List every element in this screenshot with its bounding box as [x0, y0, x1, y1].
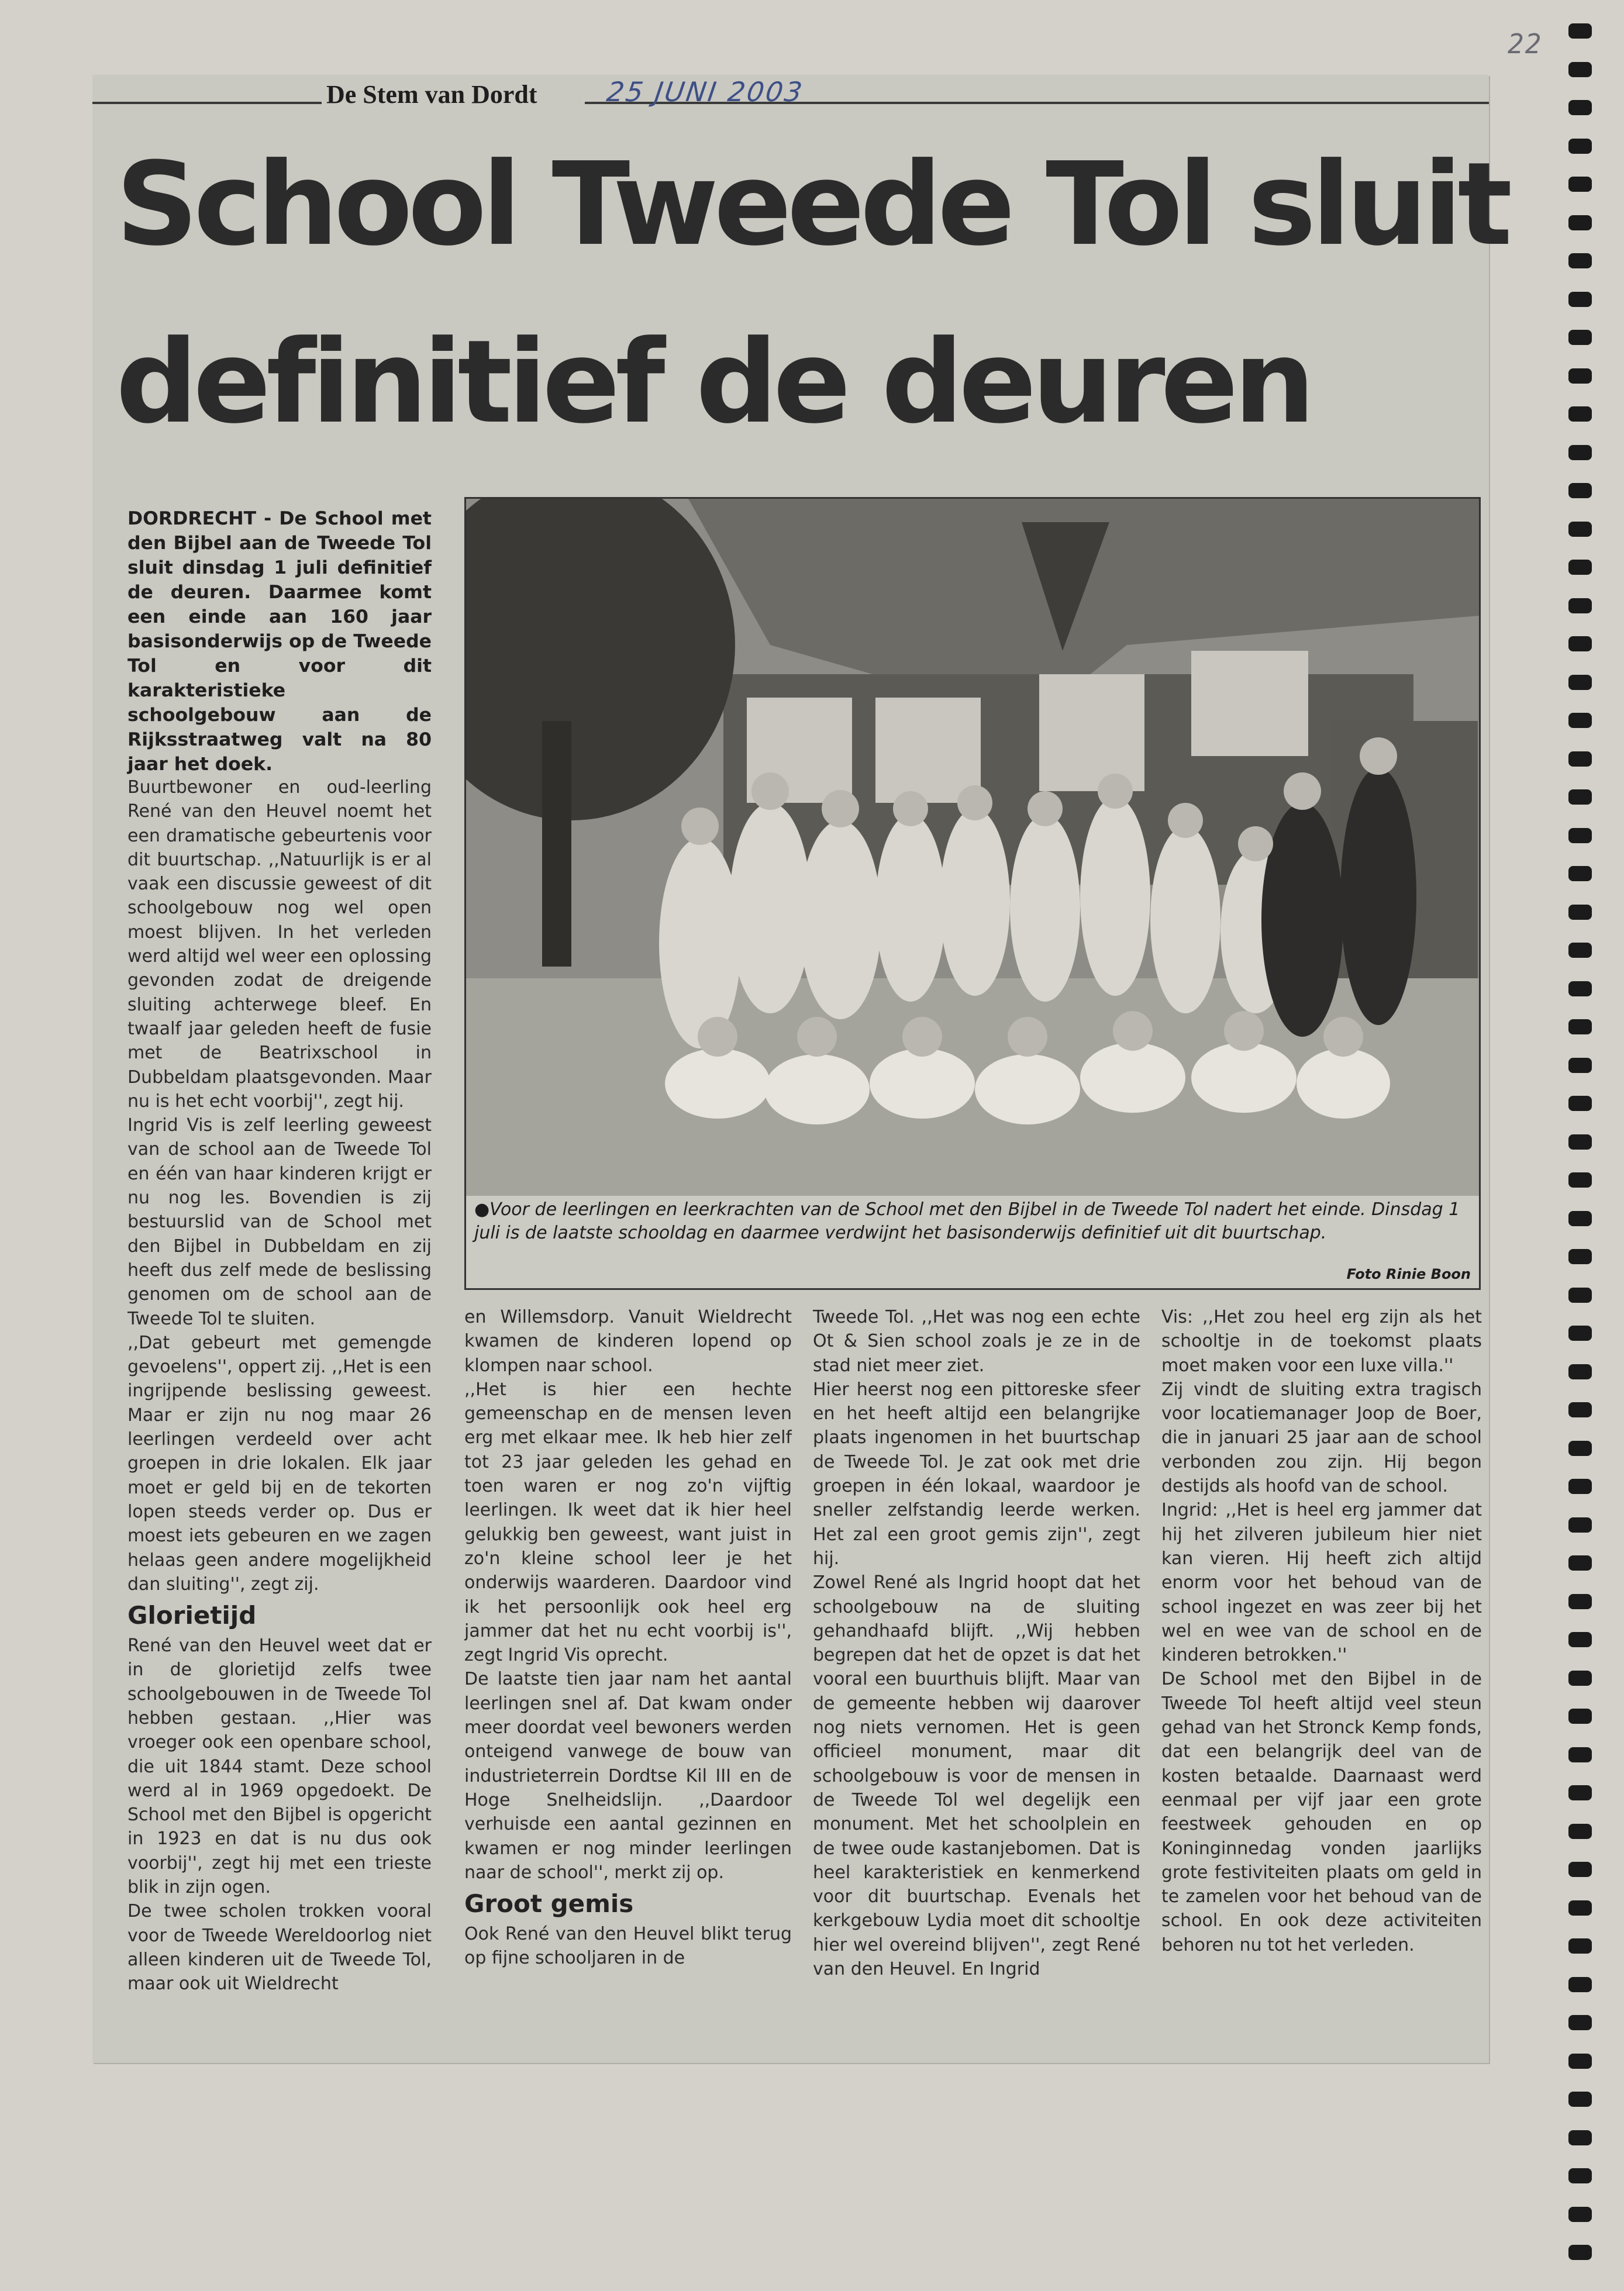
binding-hole — [1568, 1134, 1592, 1150]
masthead-rule-left — [92, 102, 322, 104]
binding-hole — [1568, 2130, 1592, 2145]
binding-hole — [1568, 100, 1592, 115]
paragraph: De twee scholen trokken vooral voor de Tweede Wereldoorlog niet alleen kinderen uit de Tweede Tol, maar ook uit Wieldrecht — [127, 1901, 432, 1995]
binding-hole — [1568, 2245, 1592, 2260]
binding-hole — [1568, 1441, 1592, 1456]
binding-hole — [1568, 1824, 1592, 1839]
article-column-2 — [464, 1305, 792, 2030]
article-column-1 — [127, 775, 432, 2027]
binding-hole — [1568, 981, 1592, 996]
paragraph: De School met den Bijbel in de Tweede Tol heeft altijd veel steun gehad van het Stronck Kemp fonds, dat een belangrijk deel van de kosten betaalde. Daarnaast werd eenmaal per vijf jaar een grote feestweek gehouden en op Koninginnedag vonden jaarlijks grote festiviteiten plaats om geld in te zamelen voor het behoud van de school. En ook deze activiteiten behoren nu tot het verleden. — [1161, 1669, 1482, 1955]
binding-hole — [1568, 828, 1592, 843]
subheading-glorietijd: Glorietijd — [127, 1601, 257, 1630]
paragraph: ,,Dat gebeurt met gemengde gevoelens'', oppert zij. ,,Het is een ingrijpende beslissing geweest. Maar er zijn nu nog maar 26 leerlingen verdeeld over acht groepen in drie lokalen. Elk jaar moet er geld bij en de tekorten lopen steeds verder op. Dus er moest iets gebeuren en we zagen helaas geen andere mogelijkheid dan sluiting'', zegt zij. — [127, 1332, 432, 1595]
article-column-3 — [813, 1305, 1140, 2030]
headline-line-1: School Tweede Tol sluit — [116, 138, 1508, 271]
photo-caption: ●Voor de leerlingen en leerkrachten van de School met den Bijbel in de Tweede Tol nadert het einde. Dinsdag 1 juli is de laatste schooldag en daarmee verdwijnt het basisonderwijs definitief uit dit buurtschap. — [474, 1199, 1460, 1243]
article-column-4 — [1161, 1305, 1482, 2030]
paragraph: Ingrid: ,,Het is heel erg jammer dat hij het zilveren jubileum hier niet kan vieren. Hij heeft zich altijd enorm voor het behoud van de school ingezet en was zeer bij het wel en wee van de school en de kinderen betrokken.'' — [1161, 1500, 1482, 1666]
binding-hole — [1568, 177, 1592, 192]
binding-hole — [1568, 1517, 1592, 1533]
binding-hole — [1568, 1172, 1592, 1188]
binding-hole — [1568, 943, 1592, 958]
binding-hole — [1568, 866, 1592, 881]
paragraph: Ook René van den Heuvel blikt terug op fijne schooljaren in de — [464, 1924, 792, 1969]
binding-hole — [1568, 1211, 1592, 1226]
paragraph: Zij vindt de sluiting extra tragisch voor locatiemanager Joop de Boer, die in januari 25 jaar aan de school verbonden zou zijn. Hij begon destijds als hoofd van de school. — [1161, 1379, 1482, 1497]
article-photo — [464, 497, 1481, 1290]
binding-hole — [1568, 406, 1592, 422]
binding-holes — [1568, 23, 1594, 2269]
paragraph: Tweede Tol. ,,Het was nog een echte Ot & Sien school zoals je ze in de stad niet meer ziet. — [813, 1307, 1140, 1376]
binding-hole — [1568, 483, 1592, 498]
binding-hole — [1568, 1555, 1592, 1571]
binding-hole — [1568, 1747, 1592, 1762]
binding-hole — [1568, 330, 1592, 345]
article-intro: DORDRECHT - De School met den Bijbel aan de Tweede Tol sluit dinsdag 1 juli definitief de deuren. Daarmee komt een einde aan 160 jaar basisonderwijs op de Tweede Tol en voor dit karakteristieke schoolgebouw aan de Rijksstraatweg valt na 80 jaar het doek. — [127, 508, 432, 775]
binding-hole — [1568, 1709, 1592, 1724]
binding-hole — [1568, 1632, 1592, 1647]
newspaper-clipping — [92, 75, 1508, 2063]
binding-hole — [1568, 789, 1592, 805]
binding-hole — [1568, 292, 1592, 307]
binding-hole — [1568, 1479, 1592, 1494]
paragraph: René van den Heuvel weet dat er in de glorietijd zelfs twee schoolgebouwen in de Tweede Tol hebben gestaan. ,,Hier was vroeger ook een openbare school, die uit 1844 stamt. Deze school werd al in 1969 opgedoekt. De School met den Bijbel is opgericht in 1923 en dat is nu dus ook voorbij'', zegt hij met een trieste blik in zijn ogen. — [127, 1636, 432, 1898]
binding-hole — [1568, 445, 1592, 460]
binding-hole — [1568, 598, 1592, 613]
binding-hole — [1568, 1862, 1592, 1877]
binding-hole — [1568, 2168, 1592, 2183]
paragraph: en Willemsdorp. Vanuit Wieldrecht kwamen de kinderen lopend op klompen naar school. — [464, 1307, 792, 1376]
newspaper-name: De Stem van Dordt — [326, 80, 537, 109]
binding-hole — [1568, 2015, 1592, 2030]
binding-hole — [1568, 1977, 1592, 1992]
paragraph: Zowel René als Ingrid hoopt dat het schoolgebouw na de sluiting gehandhaafd blijft. ,,Wij hebben begrepen dat het de opzet is dat het vooral een buurthuis blijft. Maar van de gemeente hebben wij daarover nog niets vernomen. Het is geen officieel monument, maar dit schoolgebouw is voor de mensen in de Tweede Tol wel degelijk een monument. Met het schoolplein en de twee oude kastanjebomen. Dat is heel karakteristiek en kenmerkend voor dit buurtschap. Evenals het kerkgebouw Lydia moet dit schooltje hier wel overeind blijven'', zegt René van den Heuvel. En Ingrid — [813, 1572, 1140, 1980]
binding-hole — [1568, 62, 1592, 77]
binding-hole — [1568, 1058, 1592, 1073]
photo-credit: Foto Rinie Boon — [1346, 1266, 1471, 1282]
binding-hole — [1568, 905, 1592, 920]
paragraph: Ingrid Vis is zelf leerling geweest van de school aan de Tweede Tol en één van haar kinderen krijgt er nu nog les. Bovendien is zij bestuurslid van de School met den Bijbel in Dubbeldam en zij heeft dus zelf mede de beslissing genomen om de school aan de Tweede Tol te sluiten. — [127, 1115, 432, 1329]
binding-hole — [1568, 1364, 1592, 1379]
binding-hole — [1568, 1096, 1592, 1111]
paragraph: Vis: ,,Het zou heel erg zijn als het schooltje in de toekomst plaats moet maken voor een luxe villa.'' — [1161, 1307, 1482, 1376]
paragraph: De laatste tien jaar nam het aantal leerlingen snel af. Dat kwam onder meer doordat veel bewoners werden onteigend vanwege de bouw van industrieterrein Dordtse Kil III en de Hoge Snelheidslijn. ,,Daardoor verhuisde een aantal gezinnen en kwamen er nog minder leerlingen naar de school'', merkt zij op. — [464, 1669, 792, 1883]
binding-hole — [1568, 1402, 1592, 1417]
binding-hole — [1568, 215, 1592, 230]
binding-hole — [1568, 522, 1592, 537]
binding-hole — [1568, 1900, 1592, 1916]
binding-hole — [1568, 368, 1592, 384]
binding-hole — [1568, 1594, 1592, 1609]
binding-hole — [1568, 1938, 1592, 1954]
group-photo-image — [466, 499, 1479, 1196]
binding-hole — [1568, 751, 1592, 767]
binding-hole — [1568, 23, 1592, 39]
binding-hole — [1568, 560, 1592, 575]
handwritten-date: 25 JUNI 2003 — [605, 76, 806, 108]
paragraph: Buurtbewoner en oud-leerling René van den Heuvel noemt het een dramatische gebeurtenis voor dit buurtschap. ,,Natuurlijk is er al vaak een discussie geweest of dit schoolgebouw nog wel open moest blijven. In het verleden werd altijd wel weer een oplossing gevonden zodat de dreigende sluiting achterwege bleef. En twaalf jaar geleden heeft de fusie met de Beatrixschool in Dubbeldam plaatsgevonden. Maar nu is het echt voorbij'', zegt hij. — [127, 777, 432, 1112]
binding-hole — [1568, 1288, 1592, 1303]
binding-hole — [1568, 636, 1592, 651]
paragraph: ,,Het is hier een hechte gemeenschap en de mensen leven erg met elkaar mee. Ik heb hier zelf tot 23 jaar geleden les gehad en toen waren er nog zo'n vijftig leerlingen. Ik weet dat ik hier heel gelukkig ben geweest, want juist in zo'n kleine school leer je het onderwijs waarderen. Daardoor vind ik het persoonlijk ook heel erg jammer dat het nu echt voorbij is'', zegt Ingrid Vis oprecht. — [464, 1379, 792, 1666]
binding-hole — [1568, 2054, 1592, 2069]
binding-hole — [1568, 1785, 1592, 1800]
binding-hole — [1568, 2207, 1592, 2222]
paragraph: Hier heerst nog een pittoreske sfeer en het heeft altijd een belangrijke plaats ingenomen in het buurtschap de Tweede Tol. Je zat ook met drie groepen in één lokaal, waardoor je sneller zelfstandig leerde werken. Het zal een groot gemis zijn'', zegt hij. — [813, 1379, 1140, 1569]
subheading-groot-gemis: Groot gemis — [464, 1889, 634, 1919]
binding-hole — [1568, 1671, 1592, 1686]
binding-hole — [1568, 713, 1592, 728]
binding-hole — [1568, 2092, 1592, 2107]
headline-line-2: definitief de deuren — [116, 316, 1311, 449]
binding-hole — [1568, 1249, 1592, 1264]
binding-hole — [1568, 1326, 1592, 1341]
binding-hole — [1568, 139, 1592, 154]
binding-hole — [1568, 253, 1592, 268]
binding-hole — [1568, 675, 1592, 690]
binding-hole — [1568, 1019, 1592, 1034]
page-number: 22 — [1508, 28, 1543, 60]
